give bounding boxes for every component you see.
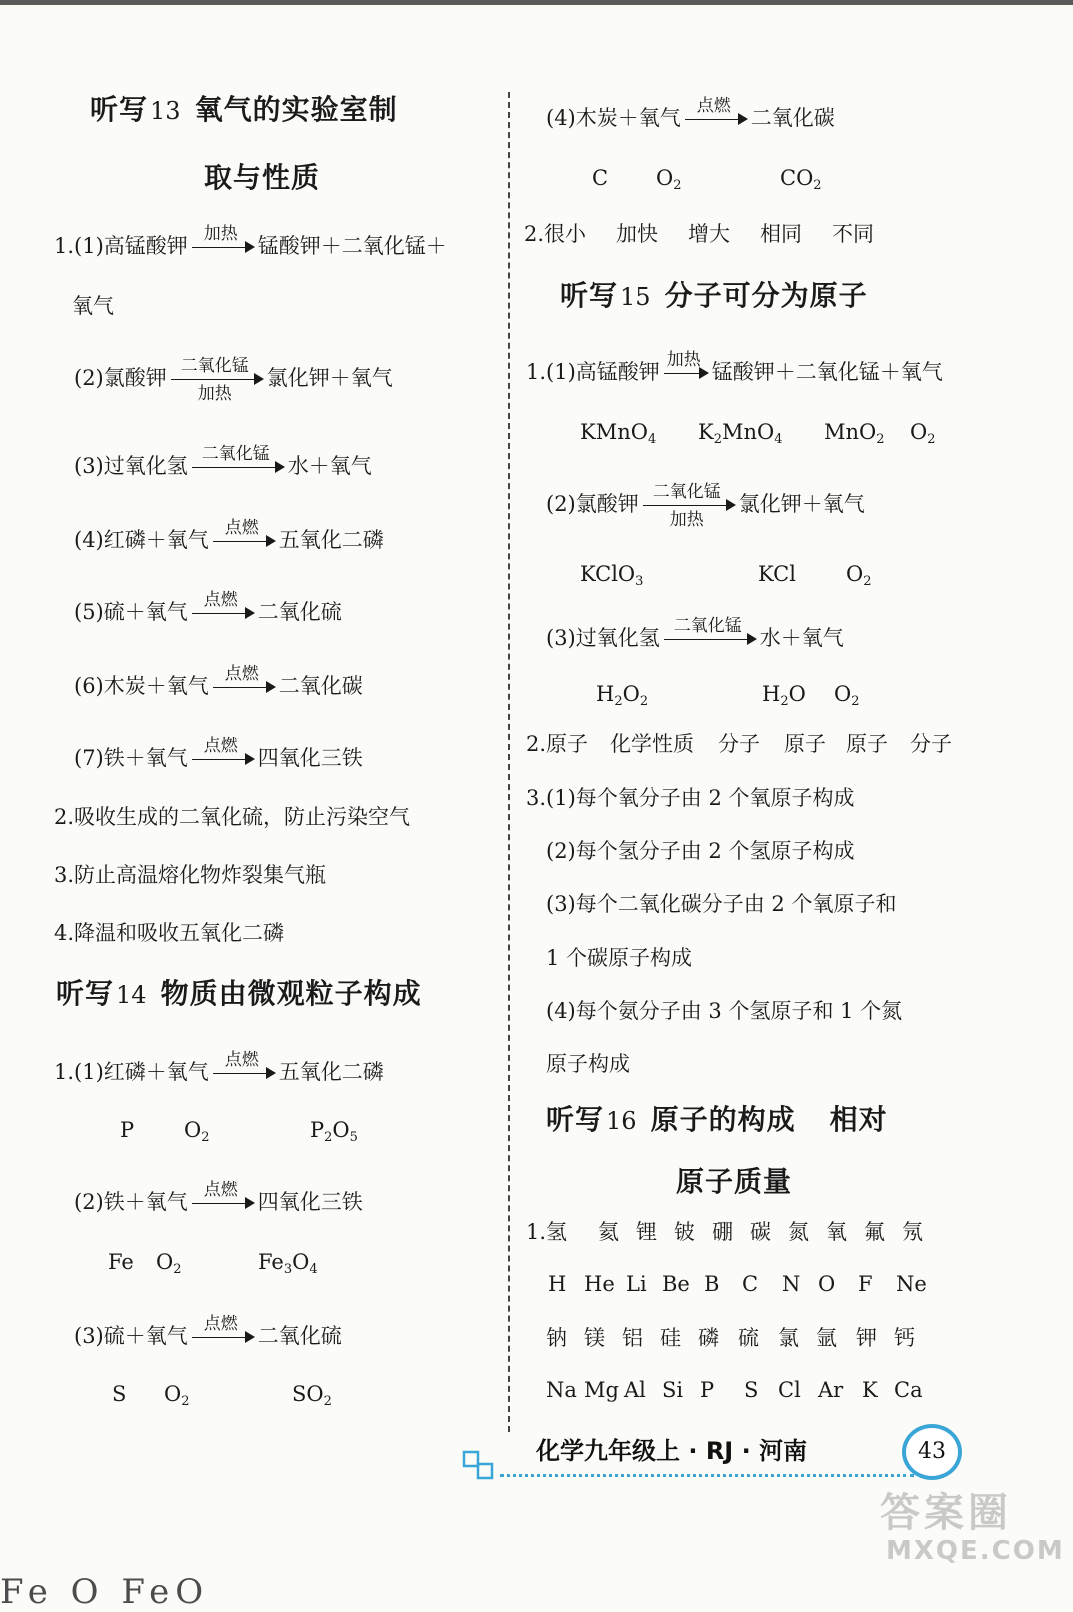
arrow-condition: 点燃: [224, 664, 259, 684]
element-symbol: B: [704, 1272, 720, 1296]
top-edge-bar: [0, 0, 1073, 5]
formula: $H_2O$: [762, 682, 806, 709]
footer-corner-decoration: [462, 1450, 502, 1480]
answer-3: 3.防止高温熔化物炸裂集气瓶: [54, 863, 327, 887]
eq-rest: 水＋氧气: [759, 626, 844, 650]
formula: $P_2O_5$: [310, 1118, 358, 1145]
eq-lead: (3)过氧化氢: [74, 454, 188, 478]
formula: $O_2$: [834, 682, 860, 709]
equation-14-3: [74, 1314, 342, 1350]
formula: $CO_2$: [780, 166, 822, 193]
formula: $Fe_3O_4$: [258, 1250, 318, 1277]
eq-lead: (3)过氧化氢: [546, 626, 660, 650]
answer-2: 2.吸收生成的二氧化硫，防止污染空气: [54, 805, 411, 829]
heading-title: 物质由微观粒子构成: [160, 977, 422, 1010]
element-name: 氮: [788, 1220, 809, 1244]
answer-15-3-3-cont: 1 个碳原子构成: [546, 946, 693, 970]
arrow-condition: 二氧化锰: [180, 356, 249, 376]
formula: $SO_2$: [292, 1382, 332, 1409]
eq-lead: (6)木炭＋氧气: [74, 674, 209, 698]
answer-4: 4.降温和吸收五氧化二磷: [54, 921, 285, 945]
formula: $O_2$: [156, 1250, 182, 1277]
watermark-url: MXQE.COM: [886, 1536, 1065, 1566]
equation-1-3: [74, 444, 372, 480]
heading-15: [560, 278, 868, 315]
eq-lead: (2)氯酸钾: [546, 492, 639, 516]
element-symbol: Ar: [818, 1378, 844, 1402]
formula: $O_2$: [164, 1382, 190, 1409]
answer-15-3-4: (4)每个氨分子由 3 个氢原子和 1 个氮: [546, 999, 903, 1023]
element-symbol: K: [862, 1378, 878, 1402]
reaction-arrow: [683, 96, 749, 132]
answer-word: 分子: [718, 732, 760, 756]
arrow-condition: 加热: [666, 350, 701, 370]
element-name: 氟: [864, 1220, 885, 1244]
heading-14: [56, 976, 422, 1013]
arrow-condition-below: 加热: [197, 384, 232, 404]
element-name: 1.氢: [526, 1220, 568, 1244]
element-name: 硅: [660, 1326, 681, 1350]
element-name: 钠: [546, 1326, 567, 1350]
eq-rest: 二氧化碳: [278, 674, 363, 698]
answer-word: 加快: [616, 222, 658, 246]
eq-lead: 1.(1)高锰酸钾: [526, 360, 660, 384]
element-symbol: O: [818, 1272, 836, 1296]
reaction-arrow: [211, 518, 277, 554]
answer-15-3-4-cont: 原子构成: [546, 1052, 630, 1076]
heading-prefix: 听写: [546, 1103, 605, 1136]
heading-number: 14: [116, 981, 147, 1009]
element-name: 氩: [816, 1326, 837, 1350]
heading-title: 原子的构成: [650, 1103, 796, 1136]
answer-word: 相同: [760, 222, 802, 246]
heading-title: 氧气的实验室制: [194, 93, 398, 126]
element-symbol: F: [858, 1272, 873, 1296]
element-symbol: N: [782, 1272, 801, 1296]
column-divider: [508, 92, 510, 1432]
equation-r-4: [546, 96, 835, 132]
reaction-arrow: [662, 616, 758, 652]
watermark-logo-text: 答案圈: [880, 1490, 1012, 1536]
arrow-condition: 点燃: [203, 1314, 238, 1334]
reaction-arrow: [190, 736, 256, 772]
answer-word: 分子: [910, 732, 952, 756]
equation-1-5: [74, 590, 342, 626]
reaction-arrow: [190, 1180, 256, 1216]
eq-rest: 四氧化三铁: [257, 746, 363, 770]
element-name: 钾: [856, 1326, 877, 1350]
arrow-condition: 二氧化锰: [673, 616, 742, 636]
arrow-condition: 点燃: [203, 590, 238, 610]
element-symbol: Ca: [894, 1378, 923, 1402]
equation-14-1: [54, 1050, 384, 1086]
formula: $K_2MnO_4$: [698, 420, 783, 447]
formula: KClO$_3$: [580, 562, 644, 589]
equation-1-2: [74, 356, 393, 404]
formula: P: [120, 1118, 135, 1142]
equation-1-7: [74, 736, 363, 772]
eq-lead: (4)木炭＋氧气: [546, 106, 681, 130]
heading-number: 13: [150, 97, 181, 125]
element-symbol: P: [700, 1378, 715, 1402]
footer-dotted-line: [500, 1474, 914, 1477]
eq-rest: 氯化钾＋氧气: [266, 366, 393, 390]
footer-book-title: 化学九年级上 · RJ · 河南: [536, 1437, 808, 1465]
element-symbol: H: [548, 1272, 567, 1296]
heading-16: [546, 1102, 888, 1139]
equation-1-1-cont: 氧气: [72, 294, 114, 318]
eq-lead: (7)铁＋氧气: [74, 746, 188, 770]
element-symbol: C: [742, 1272, 759, 1296]
equation-1-6: [74, 664, 363, 700]
element-name: 锂: [636, 1220, 657, 1244]
eq-rest: 五氧化二磷: [278, 528, 384, 552]
reaction-arrow: [190, 444, 286, 480]
eq-rest: 水＋氧气: [287, 454, 372, 478]
eq-rest: 二氧化碳: [750, 106, 835, 130]
element-name: 磷: [698, 1326, 719, 1350]
formula: $H_2O_2$: [596, 682, 649, 709]
heading-prefix: 听写: [560, 279, 619, 312]
element-symbol: Na: [546, 1378, 577, 1402]
eq-rest: 四氧化三铁: [257, 1190, 363, 1214]
formula: KCl: [758, 562, 796, 586]
element-symbol: He: [584, 1272, 615, 1296]
element-name: 铝: [622, 1326, 643, 1350]
element-name: 镁: [584, 1326, 605, 1350]
formula: C: [592, 166, 609, 190]
equation-15-1: [526, 350, 943, 386]
equation-15-3: [546, 616, 844, 652]
eq-rest: 氯化钾＋氧气: [738, 492, 865, 516]
element-name: 氦: [598, 1220, 619, 1244]
eq-rest: 五氧化二磷: [278, 1060, 384, 1084]
answer-15-3-1: 3.(1)每个氧分子由 2 个氧原子构成: [526, 786, 855, 810]
equation-1-1: [54, 224, 447, 260]
formula: MnO$_2$: [824, 420, 885, 447]
arrow-condition: 二氧化锰: [652, 482, 721, 502]
element-name: 氖: [902, 1220, 923, 1244]
answer-word: 原子: [846, 732, 888, 756]
element-name: 氧: [826, 1220, 847, 1244]
element-symbol: Si: [662, 1378, 684, 1402]
arrow-condition: 二氧化锰: [201, 444, 270, 464]
formula: KMnO$_4$: [580, 420, 657, 447]
element-name: 氯: [778, 1326, 799, 1350]
element-name: 钙: [894, 1326, 915, 1350]
equation-1-4: [74, 518, 384, 554]
eq-lead: (5)硫＋氧气: [74, 600, 188, 624]
formula: $O_2$: [846, 562, 872, 589]
element-symbol: Ne: [896, 1272, 927, 1296]
element-symbol: S: [744, 1378, 759, 1402]
arrow-condition: 点燃: [203, 736, 238, 756]
formula: S: [112, 1382, 127, 1406]
page-number: 43: [902, 1424, 962, 1480]
formula: Fe: [108, 1250, 134, 1274]
equation-15-2: [546, 482, 865, 530]
reaction-arrow: [190, 590, 256, 626]
answer-word: 2.原子: [526, 732, 589, 756]
eq-lead: (2)铁＋氧气: [74, 1190, 188, 1214]
eq-lead: (2)氯酸钾: [74, 366, 167, 390]
arrow-condition-below: 加热: [669, 510, 704, 530]
answer-word: 化学性质: [610, 732, 694, 756]
reaction-arrow: [190, 1314, 256, 1350]
arrow-condition: 点燃: [224, 1050, 259, 1070]
eq-lead: 1.(1)红磷＋氧气: [54, 1060, 209, 1084]
heading-13-cont: 取与性质: [204, 161, 321, 194]
element-symbol: Al: [624, 1378, 646, 1402]
reaction-arrow: [662, 350, 710, 386]
answer-word: 原子: [784, 732, 826, 756]
eq-lead: (4)红磷＋氧气: [74, 528, 209, 552]
formula: $O_2$: [910, 420, 936, 447]
heading-13: [90, 92, 398, 129]
reaction-arrow: [211, 664, 277, 700]
watermark: [880, 1490, 1065, 1566]
equation-14-2: [74, 1180, 363, 1216]
eq-rest: 锰酸钾＋二氧化锰＋: [257, 234, 447, 258]
eq-lead: 1.(1)高锰酸钾: [54, 234, 188, 258]
arrow-condition: 点燃: [203, 1180, 238, 1200]
reaction-arrow: [641, 482, 737, 530]
element-name: 铍: [674, 1220, 695, 1244]
reaction-arrow: [211, 1050, 277, 1086]
heading-prefix: 听写: [90, 93, 149, 126]
formula: $O_2$: [184, 1118, 210, 1145]
answer-word: 不同: [832, 222, 874, 246]
element-name: 硼: [712, 1220, 733, 1244]
element-name: 硫: [738, 1326, 759, 1350]
arrow-condition: 点燃: [696, 96, 731, 116]
answer-word: 2.很小: [524, 222, 587, 246]
formula: $O_2$: [656, 166, 682, 193]
element-symbol: Be: [662, 1272, 690, 1296]
heading-title-b: 相对: [829, 1103, 888, 1136]
heading-prefix: 听写: [56, 977, 115, 1010]
element-symbol: Li: [626, 1272, 647, 1296]
answer-15-3-2: (2)每个氢分子由 2 个氢原子构成: [546, 839, 855, 863]
element-name: 碳: [750, 1220, 771, 1244]
answer-word: 增大: [688, 222, 730, 246]
answer-15-3-3: (3)每个二氧化碳分子由 2 个氧原子和: [546, 892, 897, 916]
element-symbol: Mg: [584, 1378, 619, 1402]
heading-number: 16: [606, 1107, 637, 1135]
reaction-arrow: [190, 224, 256, 260]
eq-lead: (3)硫＋氧气: [74, 1324, 188, 1348]
cutoff-text: Fe O FeO: [0, 1572, 210, 1612]
heading-16-cont: 原子质量: [676, 1165, 793, 1198]
eq-rest: 二氧化硫: [257, 600, 342, 624]
element-symbol: Cl: [778, 1378, 801, 1402]
arrow-condition: 加热: [203, 224, 238, 244]
eq-rest: 锰酸钾＋二氧化锰＋氧气: [711, 360, 943, 384]
arrow-condition: 点燃: [224, 518, 259, 538]
heading-title: 分子可分为原子: [664, 279, 868, 312]
eq-rest: 二氧化硫: [257, 1324, 342, 1348]
heading-number: 15: [620, 283, 651, 311]
reaction-arrow: [169, 356, 265, 404]
